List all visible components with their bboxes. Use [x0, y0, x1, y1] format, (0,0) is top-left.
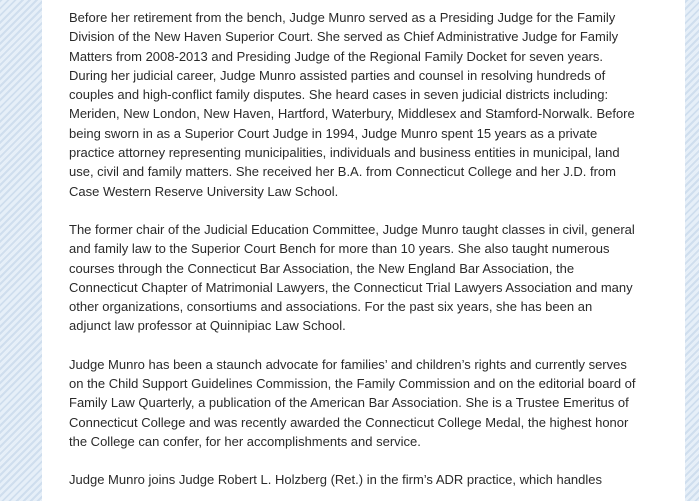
paragraph-adr-practice: Judge Munro joins Judge Robert L. Holzberg (Ret.) in the firm’s ADR practice, which handles — [69, 472, 603, 488]
content-panel — [42, 0, 685, 501]
paragraph-advocacy: Judge Munro has been a staunch advocate for families’ and children’s rights and currently serves on the Child Support Guidelines Commission, the Family Commission and on the editorial board of Family Law Quarterly, a publication of the American Bar Association. She is a Trustee Emeritus of Connecticut College and was recently awarded the Connecticut College Medal, the highest honor the College can confer, for her accomplishments and service. — [69, 356, 636, 449]
article-body — [69, 8, 669, 501]
paragraph-career: Before her retirement from the bench, Judge Munro served as a Presiding Judge for the Family Division of the New Haven Superior Court. She served as Chief Administrative Judge for Family Matters from 2008-2013 and Presiding Judge of the Regional Family Docket for seven years. During her judicial career, Judge Munro assisted parties and counsel in resolving hundreds of couples and high-conflict family disputes. She heard cases in seven judicial districts including: Meriden, New London, New Haven, Hartford, Waterbury, Middlesex and Stamford-Norwalk. Before being sworn in as a Superior Court Judge in 1994, Judge Munro spent 15 years as a private practice attorney representing municipalities, individuals and business entities in municipal, land use, civil and family matters. She received her B.A. from Connecticut College and her J.D. from Case Western Reserve University Law School. — [69, 10, 635, 199]
paragraph-teaching: The former chair of the Judicial Education Committee, Judge Munro taught classes in civil, general and family law to the Superior Court Bench for more than 10 years. She also taught numerous courses through the Connecticut Bar Association, the New England Bar Association, the Connecticut Chapter of Matrimonial Lawyers, the Connecticut Trial Lawyers Association and many other organizations, consortiums and associations. For the past six years, she has been an adjunct law professor at Quinnipiac Law School. — [69, 221, 635, 334]
